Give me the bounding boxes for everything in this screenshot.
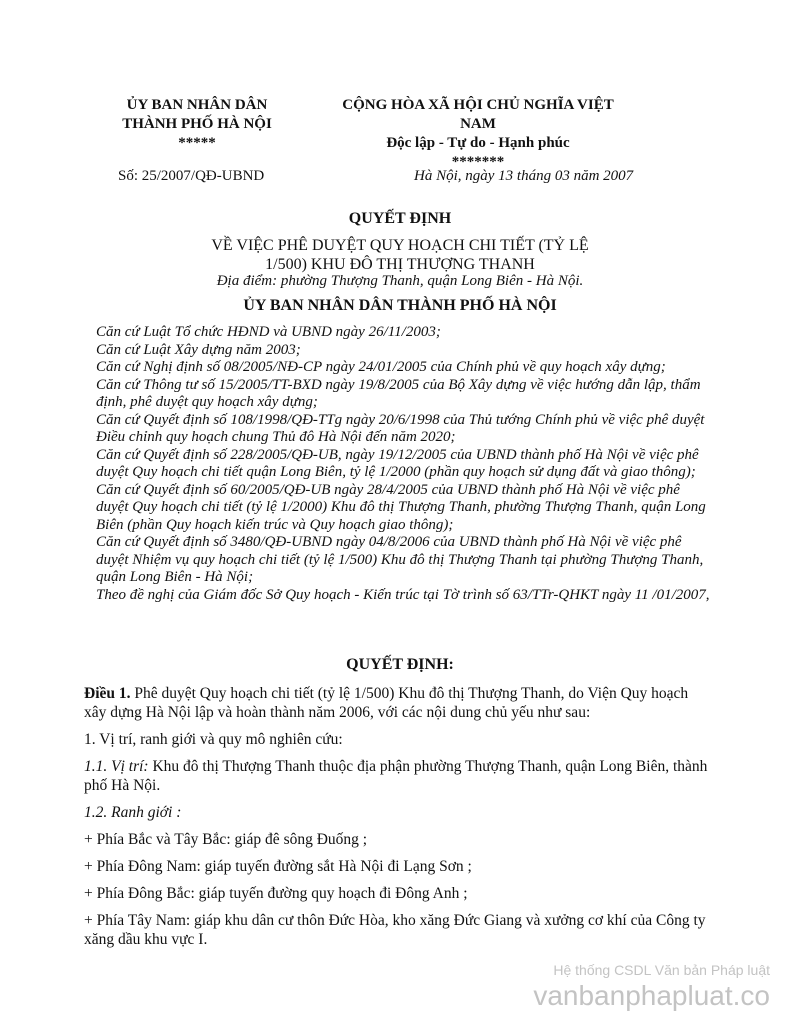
document-location: Địa điểm: phường Thượng Thanh, quận Long Biên - Hà Nội. bbox=[216, 273, 584, 289]
watermark bbox=[533, 962, 770, 1014]
issuer-line2: THÀNH PHỐ HÀ NỘI bbox=[122, 116, 272, 132]
boundary-item: + Phía Đông Bắc: giáp tuyến đường quy hoạch đi Đông Anh ; bbox=[84, 885, 468, 902]
issuer-line1: ỦY BAN NHÂN DÂN bbox=[126, 97, 268, 113]
legal-basis-item: Căn cứ Nghị định số 08/2005/NĐ-CP ngày 24/01/2005 của Chính phủ về quy hoạch xây dựng; bbox=[96, 359, 666, 375]
issuer-header bbox=[100, 96, 294, 153]
issuing-authority: ỦY BAN NHÂN DÂN THÀNH PHỐ HÀ NỘI bbox=[243, 297, 557, 314]
article-1 bbox=[84, 684, 709, 722]
document-subject: VỀ VIỆC PHÊ DUYỆT QUY HOẠCH CHI TIẾT (TỶ LỆ 1/500) KHU ĐÔ THỊ THƯỢNG THANH bbox=[211, 237, 589, 273]
legal-basis-item: Căn cứ Quyết định số 108/1998/QĐ-TTg ngày 20/6/1998 của Thủ tướng Chính phủ về việc phê duyệt Điều chỉnh quy hoạch chung Thủ đô Hà Nội đến năm 2020; bbox=[96, 411, 705, 445]
boundary-heading: 1.2. Ranh giới : bbox=[84, 804, 182, 821]
location-clause-label: 1.1. Vị trí: bbox=[84, 758, 149, 775]
legal-basis-item: Căn cứ Luật Tổ chức HĐND và UBND ngày 26/11/2003; bbox=[96, 324, 441, 340]
document-title: QUYẾT ĐỊNH bbox=[348, 210, 452, 227]
legal-basis-item: Căn cứ Quyết định số 228/2005/QĐ-UB, ngày 19/12/2005 của UBND thành phố Hà Nội về việc phê duyệt Quy hoạch chi tiết quận Long Biên, tỷ lệ 1/2000 (phần quy hoạch sử dụng đất và giao thông); bbox=[96, 446, 699, 480]
section-1-heading: 1. Vị trí, ranh giới và quy mô nghiên cứu: bbox=[84, 731, 343, 748]
watermark-line2: vanbanphapluat.co bbox=[533, 980, 770, 1011]
article-1-text: Phê duyệt Quy hoạch chi tiết (tỷ lệ 1/500) Khu đô thị Thượng Thanh, do Viện Quy hoạch xây dựng Hà Nội lập và hoàn thành năm 2006, với các nội dung chủ yếu như sau: bbox=[84, 685, 689, 721]
legal-basis-item: Theo đề nghị của Giám đốc Sở Quy hoạch - Kiến trúc tại Tờ trình số 63/TTr-QHKT ngày 11 /01/2007, bbox=[96, 586, 710, 603]
article-1-label: Điều 1. bbox=[84, 685, 131, 702]
place-and-date: Hà Nội, ngày 13 tháng 03 năm 2007 bbox=[414, 168, 634, 184]
legal-bases bbox=[96, 324, 716, 604]
decision-body bbox=[84, 684, 709, 957]
document-number: Số: 25/2007/QĐ-UBND bbox=[118, 168, 265, 184]
legal-basis-item: Căn cứ Thông tư số 15/2005/TT-BXD ngày 19/8/2005 của Bộ Xây dựng về việc hướng dẫn lập, thẩm định, phê duyệt quy hoạch xây dựng; bbox=[96, 376, 701, 410]
boundary-item: + Phía Tây Nam: giáp khu dân cư thôn Đức Hòa, kho xăng Đức Giang và xưởng cơ khí của Công ty xăng dầu khu vực I. bbox=[84, 912, 706, 948]
location-clause bbox=[84, 757, 709, 795]
national-title-line1: CỘNG HÒA XÃ HỘI CHỦ NGHĨA VIỆT bbox=[342, 97, 614, 113]
boundary-item: + Phía Đông Nam: giáp tuyến đường sắt Hà Nội đi Lạng Sơn ; bbox=[84, 858, 472, 875]
national-title-line2: NAM bbox=[460, 116, 496, 132]
decision-heading: QUYẾT ĐỊNH: bbox=[346, 656, 454, 673]
boundary-item: + Phía Bắc và Tây Bắc: giáp đê sông Đuống ; bbox=[84, 831, 368, 848]
watermark-line1: Hệ thống CSDL Văn bản Pháp luật bbox=[553, 962, 770, 978]
national-motto: Độc lập - Tự do - Hạnh phúc bbox=[386, 135, 570, 151]
legal-basis-item: Căn cứ Quyết định số 60/2005/QĐ-UB ngày 28/4/2005 của UBND thành phố Hà Nội về việc phê duyệt Quy hoạch chi tiết (tỷ lệ 1/2000) Khu đô thị Thượng Thanh, phường Thượng Thanh, quận Long Biên (phần Quy hoạch kiến trúc và Quy hoạch giao thông); bbox=[96, 481, 706, 533]
national-header bbox=[328, 96, 628, 172]
issuer-divider: ***** bbox=[178, 135, 216, 151]
legal-basis-item: Căn cứ Luật Xây dựng năm 2003; bbox=[96, 341, 301, 358]
location-clause-text: Khu đô thị Thượng Thanh thuộc địa phận phường Thượng Thanh, quận Long Biên, thành phố Hà Nội. bbox=[84, 758, 708, 794]
legal-basis-item: Căn cứ Quyết định số 3480/QĐ-UBND ngày 04/8/2006 của UBND thành phố Hà Nội về việc phê duyệt Nhiệm vụ quy hoạch chi tiết (tỷ lệ 1/500) Khu đô thị Thượng Thanh tại phường Thượng Thanh, quận Long Biên - Hà Nội; bbox=[96, 534, 704, 585]
national-divider: ******* bbox=[451, 154, 505, 170]
